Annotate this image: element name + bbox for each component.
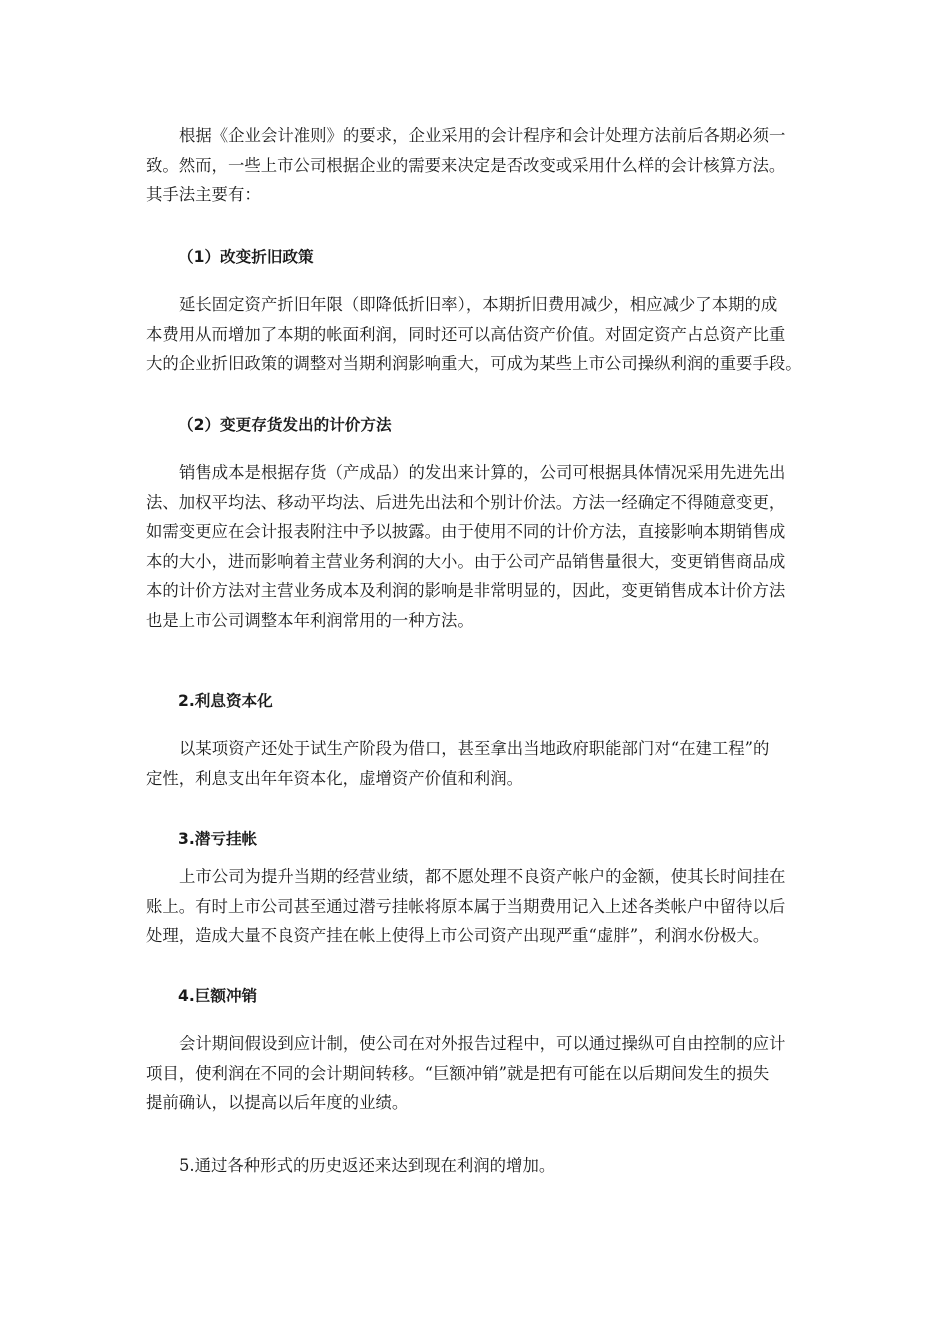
inventory-line-2: 法、加权平均法、移动平均法、后进先出法和个别计价法。方法一经确定不得随意变更， — [146, 492, 786, 512]
depreciation-line-3: 大的企业折旧政策的调整对当期利润影响重大，可成为某些上市公司操纵利润的重要手段。 — [146, 354, 802, 373]
depreciation-line-2: 本费用从而增加了本期的帐面利润，同时还可以高估资产价值。对固定资产占总资产比重 — [146, 324, 786, 344]
inventory-line-4: 本的大小，进而影响着主营业务利润的大小。由于公司产品销售量很大，变更销售商品成 — [146, 551, 786, 571]
intro-line-2: 致。然而，一些上市公司根据企业的需要来决定是否改变或采用什么样的会计核算方法。 — [146, 155, 786, 175]
intro-line-3: 其手法主要有： — [146, 185, 261, 204]
depreciation-line-1: 延长固定资产折旧年限（即降低折旧率），本期折旧费用减少，相应减少了本期的成 — [179, 295, 778, 314]
heading-change-depreciation-policy: （1）改变折旧政策 — [178, 248, 314, 266]
writeoff-paragraph — [146, 1029, 826, 1118]
writeoff-line-1: 会计期间假设到应计制，使公司在对外报告过程中，可以通过操纵可自由控制的应计 — [179, 1034, 786, 1053]
intro-line-1: 根据《企业会计准则》的要求，企业采用的会计程序和会计处理方法前后各期必须一 — [179, 126, 786, 145]
inventory-line-3: 如需变更应在会计报表附注中予以披露。由于使用不同的计价方法，直接影响本期销售成 — [146, 522, 786, 541]
intro-paragraph — [146, 121, 826, 210]
writeoff-line-2: 项目，使利润在不同的会计期间转移。“巨额冲销”就是把有可能在以后期间发生的损失 — [146, 1063, 770, 1083]
writeoff-line-3: 提前确认，以提高以后年度的业绩。 — [146, 1093, 409, 1112]
history-return-paragraph — [146, 1151, 826, 1181]
hidden-losses-line-3: 处理，造成大量不良资产挂在帐上使得上市公司资产出现严重“虚胖”，利润水份极大。 — [146, 926, 770, 945]
heading-interest-capitalization: 2.利息资本化 — [178, 692, 273, 710]
inventory-line-6: 也是上市公司调整本年利润常用的一种方法。 — [146, 610, 474, 630]
interest-paragraph — [146, 734, 826, 793]
hidden-losses-line-1: 上市公司为提升当期的经营业绩，都不愿处理不良资产帐户的金额，使其长时间挂在 — [179, 867, 786, 886]
depreciation-paragraph — [146, 290, 826, 379]
hidden-losses-paragraph — [146, 862, 826, 951]
heading-hidden-losses: 3.潜亏挂帐 — [178, 830, 258, 848]
history-return-line-1: 5.通过各种形式的历史返还来达到现在利润的增加。 — [179, 1156, 556, 1175]
interest-line-2: 定性，利息支出年年资本化，虚增资产价值和利润。 — [146, 768, 523, 788]
inventory-line-1: 销售成本是根据存货（产成品）的发出来计算的，公司可根据具体情况采用先进先出 — [179, 463, 786, 482]
inventory-line-5: 本的计价方法对主营业务成本及利润的影响是非常明显的，因此，变更销售成本计价方法 — [146, 581, 786, 600]
heading-inventory-valuation: （2）变更存货发出的计价方法 — [178, 416, 392, 434]
hidden-losses-line-2: 账上。有时上市公司甚至通过潜亏挂帐将原本属于当期费用记入上述各类帐户中留待以后 — [146, 896, 786, 916]
interest-line-1: 以某项资产还处于试生产阶段为借口，甚至拿出当地政府职能部门对“在建工程”的 — [179, 739, 770, 758]
inventory-paragraph — [146, 458, 826, 635]
heading-big-bath-writeoff: 4.巨额冲销 — [178, 987, 258, 1005]
